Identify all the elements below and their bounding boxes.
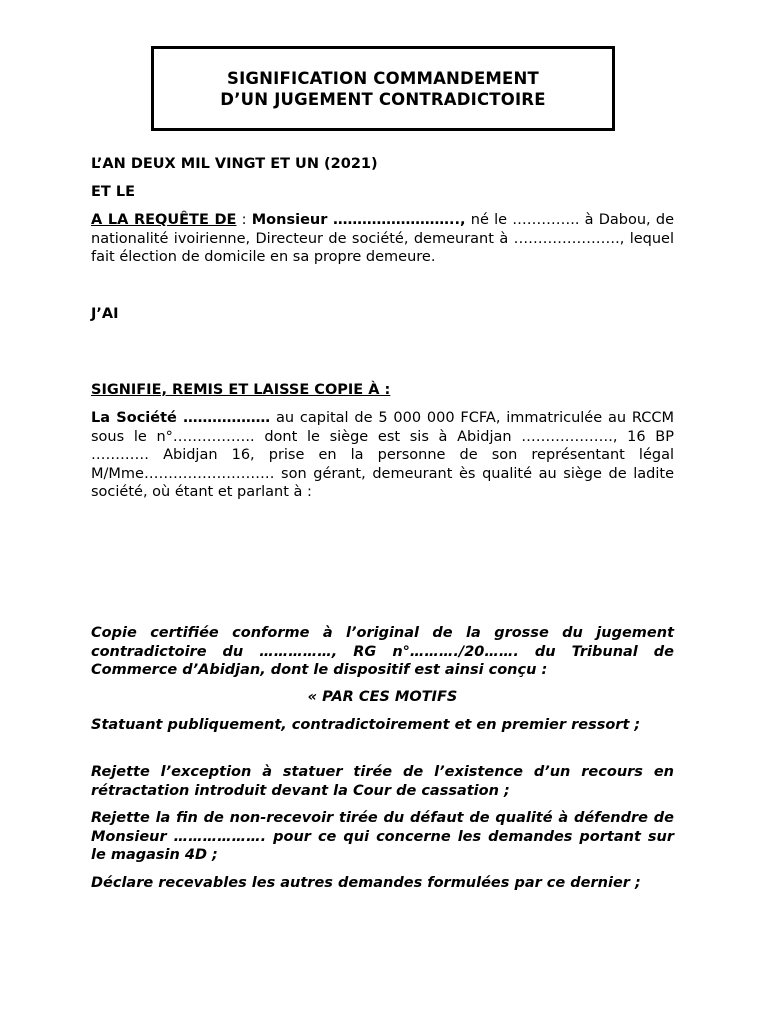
dispositif-item: Statuant publiquement, contradictoirement et en premier ressort ; xyxy=(91,717,641,733)
societe-name: La Société ……………… xyxy=(91,410,271,426)
dispositif-item: Déclare recevables les autres demandes formulées par ce dernier ; xyxy=(91,875,641,891)
dispositif-item: Rejette l’exception à statuer tirée de l’existence d’un recours en rétractation introduit devant la Cour de cassation ; xyxy=(91,764,674,799)
document-title-line-1: SIGNIFICATION COMMANDEMENT xyxy=(227,68,539,88)
requete-separator: : xyxy=(236,212,252,228)
jai-line: J’AI xyxy=(91,306,119,322)
et-le-line: ET LE xyxy=(91,184,135,200)
document-title-line-2: D’UN JUGEMENT CONTRADICTOIRE xyxy=(220,89,546,109)
requete-text: né le ………….. à Dabou, de nationalité ivoirienne, Directeur de société, demeurant à …………………., lequel fait élection de domicile en sa propre demeure. xyxy=(91,212,675,265)
societe-paragraph xyxy=(91,409,674,502)
dispositif-item: Rejette la fin de non-recevoir tirée du défaut de qualité à défendre de Monsieur ………………. pour ce qui concerne les demandes portant sur le magasin 4D ; xyxy=(91,810,674,863)
document-title-box xyxy=(151,46,615,131)
requerant-name: Monsieur …………………….., xyxy=(251,212,466,228)
societe-text: au capital de 5 000 000 FCFA, immatriculée au RCCM sous le n°…………….. dont le siège est sis à Abidjan ………………., 16 BP ………… Abidjan 16, prise en la personne de son représentant légal M/Mme……………………… son gérant, demeurant ès qualité au siège de ladite société, où étant et parlant à : xyxy=(91,410,674,500)
requete-paragraph xyxy=(91,211,674,267)
year-line: L’AN DEUX MIL VINGT ET UN (2021) xyxy=(91,156,378,172)
signifie-heading: SIGNIFIE, REMIS ET LAISSE COPIE À : xyxy=(91,382,391,398)
copie-paragraph: Copie certifiée conforme à l’original de la grosse du jugement contradictoire du ……………, RG n°………./20……. du Tribunal de Commerce d’Abidjan, dont le dispositif est ainsi conçu : xyxy=(91,625,674,678)
par-ces-motifs-heading: « PAR CES MOTIFS xyxy=(307,689,458,705)
requete-label: A LA REQUÊTE DE xyxy=(91,212,237,228)
